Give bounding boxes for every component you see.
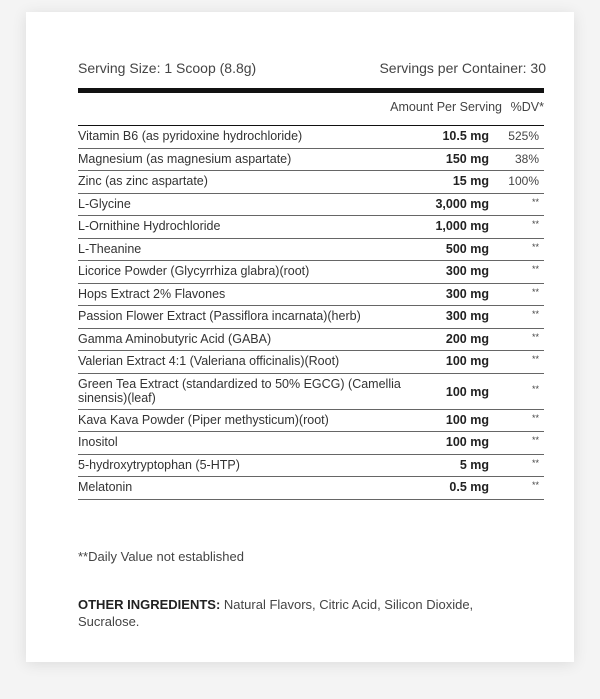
table-row bbox=[78, 149, 544, 172]
nutrient-amount: 300 mg bbox=[445, 264, 489, 278]
nutrient-daily-value: ** bbox=[531, 241, 539, 252]
nutrient-amount: 0.5 mg bbox=[449, 480, 489, 494]
table-row bbox=[78, 432, 544, 455]
nutrient-name: Green Tea Extract (standardized to 50% EGCG) (Camellia sinensis)(leaf) bbox=[78, 376, 401, 405]
table-row bbox=[78, 351, 544, 374]
table-row bbox=[78, 374, 544, 410]
nutrient-name: Valerian Extract 4:1 (Valeriana officinalis)(Root) bbox=[78, 354, 340, 368]
nutrient-name: Gamma Aminobutyric Acid (GABA) bbox=[78, 331, 272, 346]
nutrient-daily-value: 100% bbox=[508, 174, 539, 188]
nutrient-daily-value: 38% bbox=[514, 151, 539, 166]
nutrient-amount: 3,000 mg bbox=[435, 196, 489, 211]
nutrient-daily-value: ** bbox=[531, 383, 539, 394]
nutrient-amount: 10.5 mg bbox=[442, 129, 489, 143]
nutrient-amount: 300 mg bbox=[445, 309, 489, 323]
serving-size: Serving Size: 1 Scoop (8.8g) bbox=[78, 60, 257, 76]
daily-value-header: %DV* bbox=[510, 100, 544, 114]
table-row bbox=[78, 126, 544, 149]
nutrient-amount: 15 mg bbox=[452, 174, 489, 188]
nutrient-name: Melatonin bbox=[78, 480, 133, 494]
nutrient-daily-value: ** bbox=[531, 309, 539, 319]
nutrient-amount: 300 mg bbox=[445, 286, 489, 301]
nutrient-amount: 1,000 mg bbox=[435, 219, 489, 233]
table-row bbox=[78, 410, 544, 433]
nutrient-daily-value: ** bbox=[531, 264, 539, 274]
nutrient-amount: 5 mg bbox=[459, 457, 489, 472]
nutrient-amount: 100 mg bbox=[445, 354, 489, 368]
nutrient-daily-value: ** bbox=[531, 331, 539, 342]
nutrient-name: L-Glycine bbox=[78, 196, 131, 211]
servings-per-container: Servings per Container: 30 bbox=[379, 60, 546, 76]
table-row bbox=[78, 306, 544, 329]
supplement-facts-card bbox=[26, 12, 574, 662]
table-row bbox=[78, 194, 544, 217]
nutrient-name: Magnesium (as magnesium aspartate) bbox=[78, 151, 292, 166]
table-row bbox=[78, 239, 544, 262]
nutrient-amount: 200 mg bbox=[445, 331, 489, 346]
nutrient-name: L-Theanine bbox=[78, 241, 142, 256]
table-row bbox=[78, 329, 544, 352]
nutrient-daily-value: 525% bbox=[508, 129, 539, 143]
nutrient-daily-value: ** bbox=[531, 480, 539, 490]
table-row bbox=[78, 261, 544, 284]
nutrient-table bbox=[78, 125, 544, 500]
nutrient-amount: 500 mg bbox=[445, 241, 489, 256]
thick-divider bbox=[78, 88, 544, 93]
other-ingredients-label: OTHER INGREDIENTS: bbox=[78, 597, 221, 612]
amount-per-serving-header: Amount Per Serving bbox=[390, 100, 502, 114]
nutrient-name: Licorice Powder (Glycyrrhiza glabra)(root) bbox=[78, 264, 310, 278]
nutrient-daily-value: ** bbox=[531, 457, 539, 468]
nutrient-amount: 100 mg bbox=[445, 412, 489, 427]
nutrient-amount: 100 mg bbox=[445, 384, 489, 399]
nutrient-name: L-Ornithine Hydrochloride bbox=[78, 219, 221, 233]
nutrient-name: Inositol bbox=[78, 435, 118, 449]
table-row bbox=[78, 477, 544, 500]
nutrient-name: Hops Extract 2% Flavones bbox=[78, 286, 226, 301]
nutrient-amount: 150 mg bbox=[445, 151, 489, 166]
nutrient-daily-value: ** bbox=[531, 354, 539, 364]
table-row bbox=[78, 284, 544, 307]
table-row bbox=[78, 455, 544, 478]
other-ingredients bbox=[78, 596, 478, 630]
nutrient-name: 5-hydroxytryptophan (5-HTP) bbox=[78, 457, 240, 472]
daily-value-footnote: **Daily Value not established bbox=[78, 549, 244, 564]
nutrient-name: Kava Kava Powder (Piper methysticum)(root) bbox=[78, 412, 329, 427]
nutrient-name: Zinc (as zinc aspartate) bbox=[78, 174, 208, 188]
other-ingredients-text: Natural Flavors, Citric Acid, Silicon Dioxide, Sucralose. bbox=[78, 597, 474, 629]
nutrient-amount: 100 mg bbox=[445, 435, 489, 449]
nutrient-daily-value: ** bbox=[531, 286, 539, 297]
nutrient-name: Passion Flower Extract (Passiflora incarnata)(herb) bbox=[78, 309, 361, 323]
table-row bbox=[78, 216, 544, 239]
column-headers bbox=[78, 100, 544, 120]
table-row bbox=[78, 171, 544, 194]
nutrient-daily-value: ** bbox=[531, 219, 539, 229]
nutrient-name: Vitamin B6 (as pyridoxine hydrochloride) bbox=[78, 129, 303, 143]
nutrient-daily-value: ** bbox=[531, 412, 539, 423]
nutrient-daily-value: ** bbox=[531, 196, 539, 207]
nutrient-daily-value: ** bbox=[531, 435, 539, 445]
